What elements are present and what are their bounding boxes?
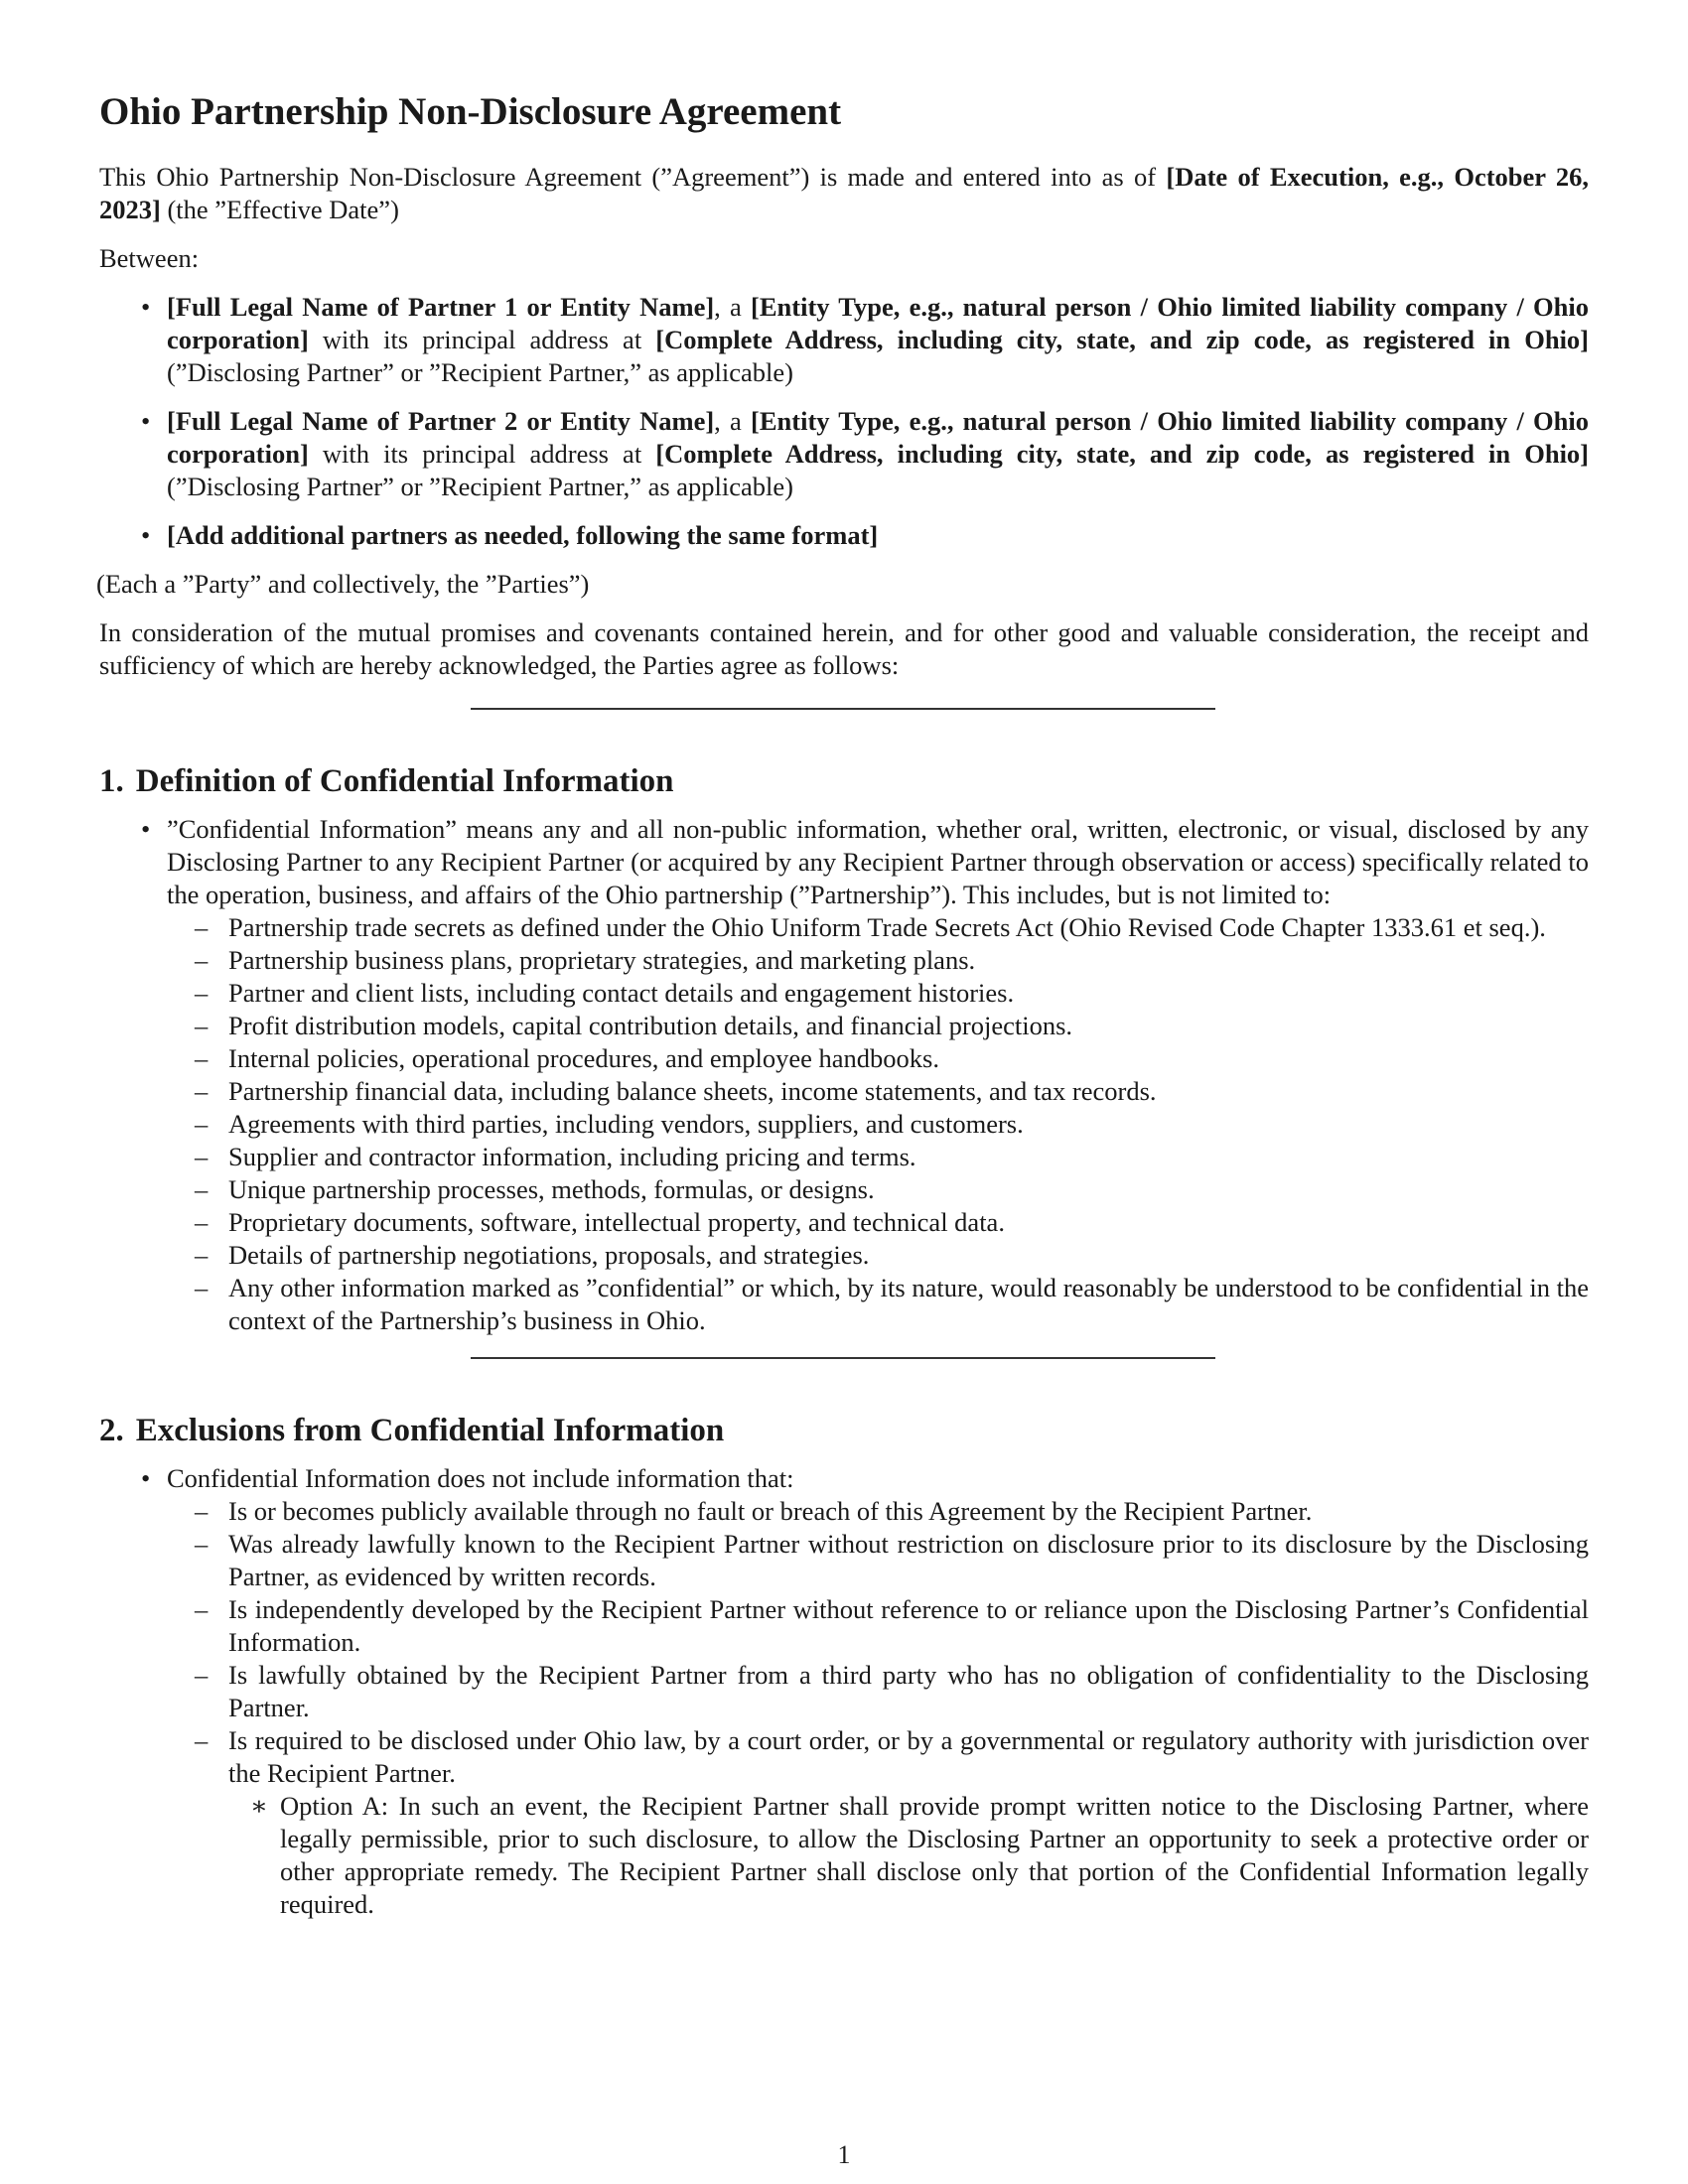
consideration-paragraph: In consideration of the mutual promises and covenants contained herein, and for other good and valuable consideration, the receipt and sufficiency of which are hereby acknowledged, the Parties agree as follows: xyxy=(99,617,1589,680)
option-a-item: ∗ Option A: In such an event, the Recipient Partner shall provide prompt written notice to the Disclosing Partner, where legally permissible, prior to such disclosure, to allow the Disclosing Partner an opportunity to seek a protective order or other appropriate remedy. The Recipient Partner shall disclose only that portion of the Confidential Information legally required. xyxy=(228,1790,1589,1921)
section-2-sublist xyxy=(167,1495,1589,1921)
section-2-lead: Confidential Information does not include information that: xyxy=(167,1463,794,1493)
section-title: Definition of Confidential Information xyxy=(135,763,674,799)
section-2-list xyxy=(99,1462,1589,1921)
list-item: – Was already lawfully known to the Recipient Partner without restriction on disclosure prior to its disclosure by the Disclosing Partner, as evidenced by written records. xyxy=(167,1528,1589,1593)
section-1-sublist xyxy=(167,911,1589,1337)
party-entity-type: [Entity Type, e.g., natural person / Ohio limited liability company / Ohio corporation] xyxy=(167,406,1590,469)
section-1-lead: ”Confidential Information” means any and all non-public information, whether oral, written, electronic, or visual, disclosed by any Disclosing Partner to any Recipient Partner (or acquired by any Recipient Partner through observation or access) specifically related to the operation, business, and affairs of the Ohio partnership (”Partnership”). This includes, but is not limited to: xyxy=(167,814,1589,909)
party-entity-type: [Entity Type, e.g., natural person / Ohio limited liability company / Ohio corporation] xyxy=(167,292,1590,354)
section-title: Exclusions from Confidential Information xyxy=(135,1413,725,1448)
list-item: – Details of partnership negotiations, proposals, and strategies. xyxy=(167,1239,1589,1272)
list-item: – Partnership trade secrets as defined under the Ohio Uniform Trade Secrets Act (Ohio Revised Code Chapter 1333.61 et seq.). xyxy=(167,911,1589,944)
section-2-lead-item xyxy=(99,1462,1589,1921)
list-item xyxy=(167,1724,1589,1921)
party-name: [Full Legal Name of Partner 2 or Entity Name] xyxy=(167,406,715,436)
list-item: – Unique partnership processes, methods, formulas, or designs. xyxy=(167,1173,1589,1206)
document-title: Ohio Partnership Non-Disclosure Agreement xyxy=(99,90,842,133)
list-item: – Partnership business plans, proprietary strategies, and marketing plans. xyxy=(167,944,1589,977)
page-number: 1 xyxy=(837,2140,851,2169)
section-number: 2. xyxy=(99,1413,124,1448)
between-label: Between: xyxy=(99,243,200,273)
section-1-lead-item xyxy=(99,813,1589,1337)
list-item-text: Is required to be disclosed under Ohio law, by a court order, or by a governmental or regulatory authority with jurisdiction over the Recipient Partner. xyxy=(228,1725,1589,1788)
parties-list xyxy=(99,291,1589,552)
section-divider xyxy=(471,708,1215,710)
section-2-heading xyxy=(99,1411,1589,1450)
intro-paragraph xyxy=(99,161,1589,226)
section-1-heading xyxy=(99,761,1589,801)
party-sep: with its principal address at xyxy=(308,325,656,354)
party-sep: , a xyxy=(714,292,752,322)
list-item: – Supplier and contractor information, including pricing and terms. xyxy=(167,1141,1589,1173)
list-item: – Is lawfully obtained by the Recipient Partner from a third party who has no obligation of confidentiality to the Disclosing Partner. xyxy=(167,1659,1589,1724)
party-address: [Complete Address, including city, state, and zip code, as registered in Ohio] xyxy=(655,439,1590,469)
party-address: [Complete Address, including city, state, and zip code, as registered in Ohio] xyxy=(655,325,1590,354)
list-item: – Any other information marked as ”confidential” or which, by its nature, would reasonably be understood to be confidential in the context of the Partnership’s business in Ohio. xyxy=(167,1272,1589,1337)
list-item: – Is independently developed by the Recipient Partner without reference to or reliance upon the Disclosing Partner’s Confidential Information. xyxy=(167,1593,1589,1659)
section-2-options xyxy=(228,1790,1589,1921)
party-name: [Full Legal Name of Partner 1 or Entity Name] xyxy=(167,292,715,322)
each-party-note: (Each a ”Party” and collectively, the ”Parties”) xyxy=(96,569,590,599)
document-page xyxy=(96,87,1590,1921)
list-item: – Proprietary documents, software, intellectual property, and technical data. xyxy=(167,1206,1589,1239)
party-item xyxy=(99,405,1589,503)
section-1-list xyxy=(99,813,1589,1337)
list-item: – Internal policies, operational procedures, and employee handbooks. xyxy=(167,1042,1589,1075)
intro-text-after: (the ”Effective Date”) xyxy=(160,195,399,224)
list-item: – Is or becomes publicly available through no fault or breach of this Agreement by the Recipient Partner. xyxy=(167,1495,1589,1528)
list-item: – Partner and client lists, including contact details and engagement histories. xyxy=(167,977,1589,1010)
party-sep: , a xyxy=(714,406,752,436)
party-role: (”Disclosing Partner” or ”Recipient Partner,” as applicable) xyxy=(167,357,794,387)
party-role: (”Disclosing Partner” or ”Recipient Partner,” as applicable) xyxy=(167,472,794,501)
section-divider xyxy=(471,1357,1215,1359)
list-item: – Partnership financial data, including balance sheets, income statements, and tax records. xyxy=(167,1075,1589,1108)
list-item: – Profit distribution models, capital contribution details, and financial projections. xyxy=(167,1010,1589,1042)
party-sep: with its principal address at xyxy=(308,439,656,469)
section-number: 1. xyxy=(99,763,124,799)
intro-text-before: This Ohio Partnership Non-Disclosure Agreement (”Agreement”) is made and entered into as of xyxy=(99,162,1167,192)
add-partners-item xyxy=(99,519,1589,552)
list-item: – Agreements with third parties, including vendors, suppliers, and customers. xyxy=(167,1108,1589,1141)
add-partners-text: [Add additional partners as needed, following the same format] xyxy=(167,520,879,550)
party-item xyxy=(99,291,1589,389)
effective-date-placeholder: [Date of Execution, e.g., October 26, 2023] xyxy=(99,162,1589,224)
